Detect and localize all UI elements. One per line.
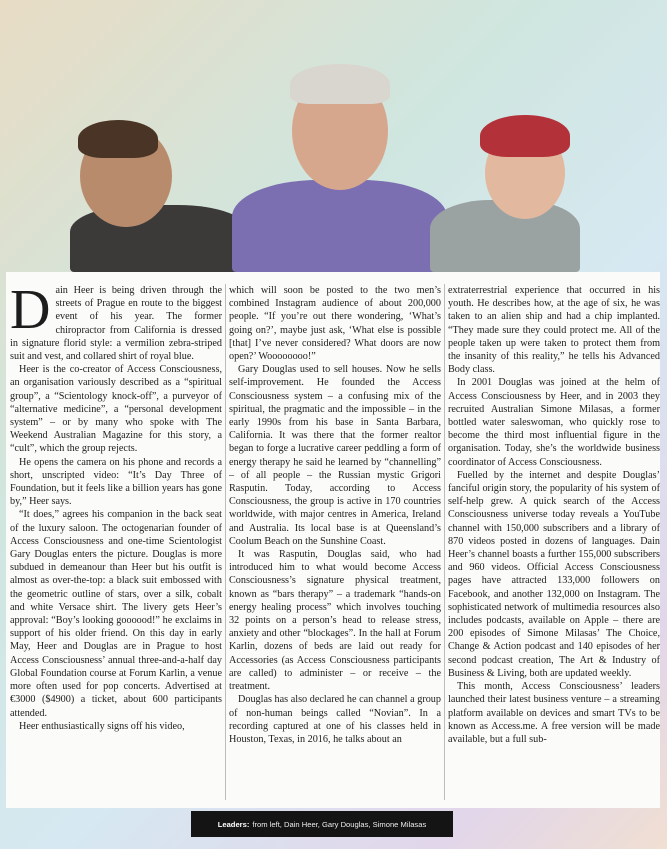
paragraph: Heer is the co-creator of Access Consciousness, an organisation variously described as a “spiritual group”, a “Scientology knock-off”, a purveyor of “alternative medicine”, a “personal development system” – or by many who spoke with The Weekend Australian Magazine for this story, a “cult”, which the group rejects. — [10, 364, 222, 455]
shirt-torso — [232, 180, 447, 272]
photo-caption — [191, 811, 453, 837]
paragraph: “It does,” agrees his companion in the back seat of the luxury saloon. The octogenarian founder of Access Consciousness and one-time Scientologist Gary Douglas enters the picture. Douglas is more subdued in demeanour than Heer but his outfit is almost as over-the-top: a black suit embossed with the geometric outline of stars, over a silk, cobalt and white Versace shirt. The livery gets Heer’s approval: “Boy’s looking goooood!” he exclaims in support of his older friend. On this day in early May, Heer and Douglas are in Prague to host Access Consciousness’ annual three-and-a-half day Global Foundation course at Forum Karlin, a venue more often used for pop concerts. Advertised at €3000 ($4900) a ticket, about 600 participants attended. — [10, 509, 222, 719]
paragraph: Dain Heer is being driven through the streets of Prague en route to the biggest event of his year. The former chiropractor from California is dressed in signature florid style: a vermilion zebra-striped suit and vest, and collared shirt of royal blue. — [10, 284, 222, 363]
paragraph: Douglas has also declared he can channel a group of non-human beings called “Novian”. In a recording captured at one of his classes held in Houston, Texas, in 2016, he talks about an — [229, 694, 441, 745]
photo-simone-milasas — [430, 115, 580, 272]
caption-text: from left, Dain Heer, Gary Douglas, Simone Milasas — [252, 819, 427, 829]
paragraph: In 2001 Douglas was joined at the helm of Access Consciousness by Heer, and in 2003 they recruited Australian Simone Milasas, a former bottled water saleswoman, who quickly rose to become the third most influential figure in the organisation. Today, she’s the worldwide business coordinator of Access Consciousness. — [448, 377, 660, 468]
article-body — [6, 272, 660, 808]
hair — [78, 120, 158, 158]
paragraph: extraterrestrial experience that occurred in his youth. He describes how, at the age of six, he was taken to an alien ship and had a chip implanted. “They made sure they could protect me. All of the people taken up were taken to protect them from the insanity of this reality,” he tells his Advanced Body class. — [448, 285, 660, 376]
column-2 — [229, 284, 441, 800]
caption-label: Leaders: — [217, 819, 250, 829]
paragraph: Fuelled by the internet and despite Douglas’ fanciful origin story, the popularity of his system of self-help grew. A quick search of the Access Consciousness universe today reveals a YouTube channel with 150,000 subscribers and a library of 870 videos posted in dozens of languages. Dain Heer’s channel boasts a further 155,000 subscribers and 960 videos. Official Access Consciousness pages have attracted 133,000 followers on Facebook, and another 132,000 on Instagram. The sophisticated network of multimedia resources also includes podcasts, available on Apple – there are 200 episodes of Simone Milasas’ The Choice, Change & Action podcast and 140 episodes of her second podcast creation, The Art & Industry of Business & Living, both are updated weekly. — [448, 469, 660, 679]
paragraph: This month, Access Consciousness’ leaders launched their latest business venture – a streaming platform available on devices and smart TVs to be known as Access.me. A free version will be made available, but a full sub- — [448, 681, 660, 745]
paragraph: He opens the camera on his phone and records a short, unscripted video: “It’s Day Three of Foundation, but it feels like a billion years has gone by,” Heer says. — [10, 456, 222, 508]
photo-strip — [0, 0, 667, 272]
column-3 — [448, 284, 660, 800]
hair — [290, 64, 390, 104]
column-divider — [225, 284, 226, 800]
photo-dain-heer — [60, 110, 250, 272]
drop-cap: D — [10, 284, 51, 341]
paragraph: which will soon be posted to the two men’s combined Instagram audience of about 200,000 people. “If you’re out there wondering, ‘What’s going on?’, maybe just ask, ‘What else is possible [that] I’ve never considered? What doors are now open?’ Woooooooo!” — [229, 285, 441, 363]
hair — [480, 115, 570, 157]
column-divider — [444, 284, 445, 800]
photo-gary-douglas — [232, 60, 447, 272]
column-1 — [10, 284, 222, 800]
paragraph: It was Rasputin, Douglas said, who had introduced him to what would become Access Consciousness’s signature physical treatment, known as “bars therapy” – a trademark “hands-on energy healing process” which involves touching 32 points on a person’s head to release stress, anxiety and other “blockages”. In the hall at Forum Karlin, dozens of beds are laid out ready for Accessories (as Access Consciousness participants are called) to administer – or receive – the treatment. — [229, 549, 441, 693]
paragraph: Heer enthusiastically signs off his video, — [19, 720, 185, 732]
paragraph: Gary Douglas used to sell houses. Now he sells self-improvement. He founded the Access Consciousness system – a confusing mix of the spiritual, the pragmatic and the impossible – in the early 1990s from his base in Santa Barbara, California. It was there that the former realtor began to forge a lucrative career peddling a form of energy therapy he said he learned by “channelling” – of all people – the Russian mystic Grigori Rasputin. Today, according to Access Consciousness, the group is active in 170 countries worldwide, with major centres in America, Ireland and Australia. Its local base is at Queensland’s Coolum Beach on the Sunshine Coast. — [229, 364, 441, 547]
